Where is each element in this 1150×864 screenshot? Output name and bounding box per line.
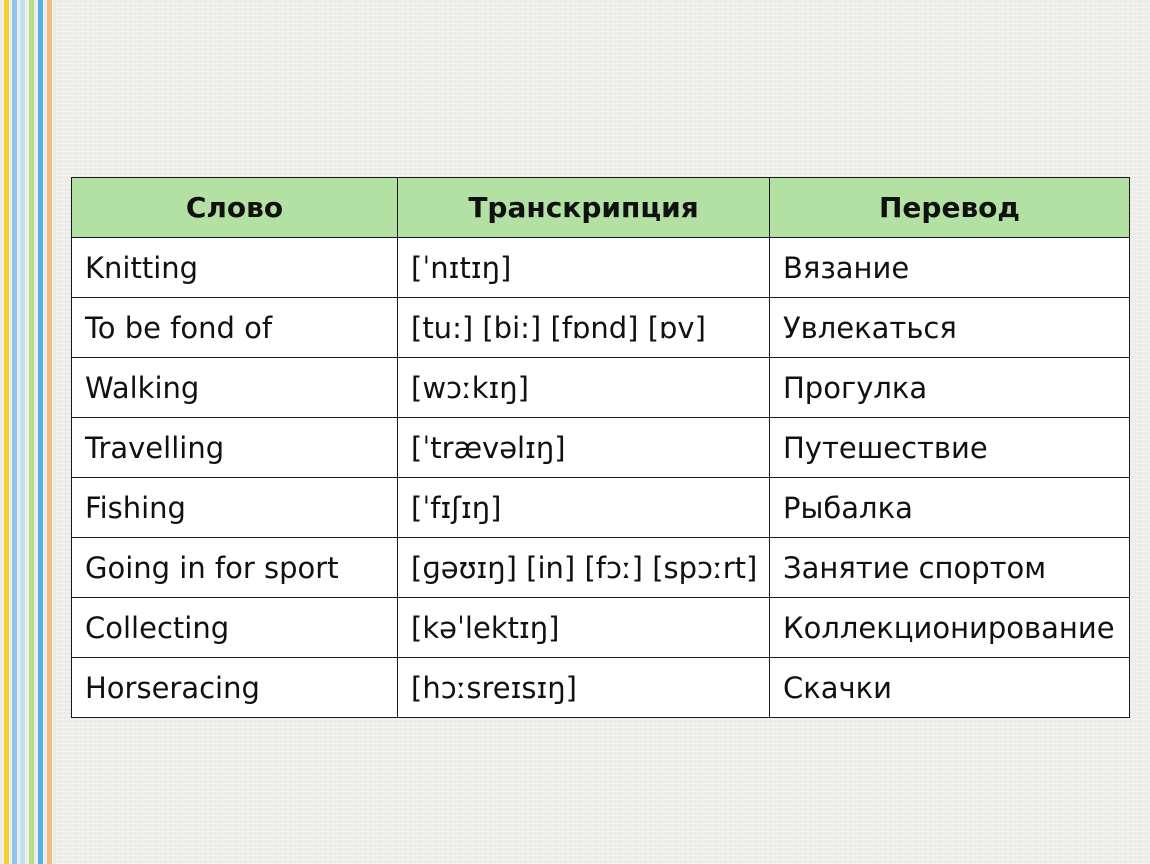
translation-cell: Занятие спортом — [770, 538, 1130, 598]
word-cell: Walking — [72, 358, 398, 418]
table-row — [72, 478, 1130, 538]
translation-cell: Рыбалка — [770, 478, 1130, 538]
word-cell: Fishing — [72, 478, 398, 538]
translation-cell: Скачки — [770, 658, 1130, 718]
transcription-cell: [ˈnɪtɪŋ] — [398, 238, 770, 298]
translation-cell: Вязание — [770, 238, 1130, 298]
transcription-cell: [ˈtrævəlɪŋ] — [398, 418, 770, 478]
table-row — [72, 358, 1130, 418]
translation-cell: Увлекаться — [770, 298, 1130, 358]
translation-cell: Прогулка — [770, 358, 1130, 418]
decorative-stripes — [0, 0, 70, 864]
table-row — [72, 658, 1130, 718]
transcription-cell: [ɡəʊɪŋ] [in] [fɔː] [spɔːrt] — [398, 538, 770, 598]
vocabulary-table — [71, 177, 1130, 718]
table-row — [72, 238, 1130, 298]
table-row — [72, 598, 1130, 658]
table-row — [72, 298, 1130, 358]
stripe-yellow — [4, 0, 9, 864]
word-cell: Going in for sport — [72, 538, 398, 598]
word-cell: To be fond of — [72, 298, 398, 358]
transcription-cell: [wɔːkɪŋ] — [398, 358, 770, 418]
stripe-light-blue — [20, 0, 25, 864]
vocabulary-table-container — [71, 177, 1130, 718]
translation-cell: Путешествие — [770, 418, 1130, 478]
table-row — [72, 418, 1130, 478]
translation-cell: Коллекционирование — [770, 598, 1130, 658]
stripe-blue — [12, 0, 17, 864]
header-transcription: Транскрипция — [398, 178, 770, 238]
stripe-green — [29, 0, 34, 864]
table-row — [72, 538, 1130, 598]
stripe-mid-blue — [38, 0, 43, 864]
header-word: Слово — [72, 178, 398, 238]
stripe-orange — [47, 0, 52, 864]
transcription-cell: [ˈfɪʃɪŋ] — [398, 478, 770, 538]
transcription-cell: [hɔːsreɪsɪŋ] — [398, 658, 770, 718]
header-translation: Перевод — [770, 178, 1130, 238]
transcription-cell: [kəˈlektɪŋ] — [398, 598, 770, 658]
word-cell: Travelling — [72, 418, 398, 478]
table-header-row — [72, 178, 1130, 238]
word-cell: Horseracing — [72, 658, 398, 718]
transcription-cell: [tu:] [bi:] [fɒnd] [ɒv] — [398, 298, 770, 358]
word-cell: Collecting — [72, 598, 398, 658]
word-cell: Knitting — [72, 238, 398, 298]
